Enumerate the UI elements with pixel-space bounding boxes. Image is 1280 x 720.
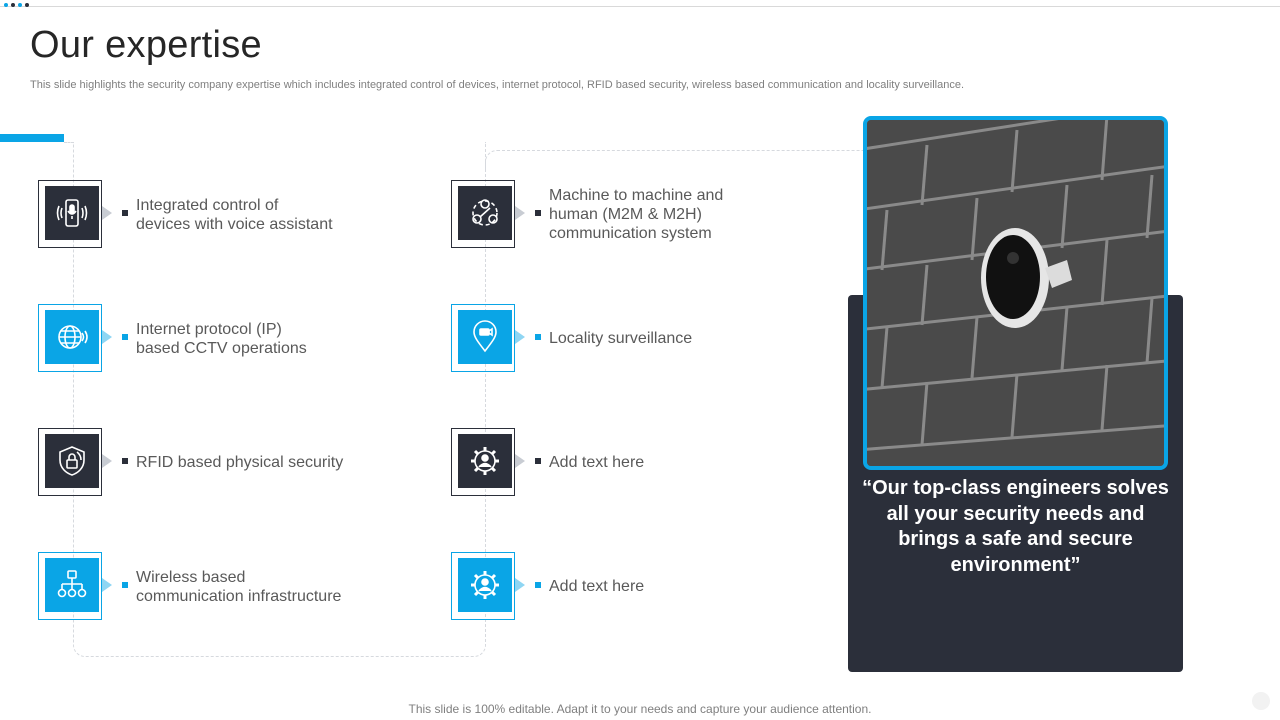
page-title: Our expertise xyxy=(30,24,262,66)
expertise-item-ip-cctv xyxy=(38,304,378,374)
slide-dots-decoration xyxy=(4,3,29,7)
expertise-item-m2m xyxy=(451,180,791,250)
globe-phone-icon xyxy=(45,310,99,364)
page-subtitle: This slide highlights the security company expertise which includes integrated control of devices, internet protocol, RFID based security, wireless based communication and locality surveillance. xyxy=(30,79,965,91)
item-label: RFID based physical security xyxy=(136,454,344,471)
location-pin-camera-icon xyxy=(458,310,512,364)
item-label: Integrated control of devices with voice assistant xyxy=(136,197,333,233)
expertise-item-voice-control xyxy=(38,180,378,250)
item-label: Add text here xyxy=(549,454,645,471)
expertise-item-add-text-2 xyxy=(451,552,791,622)
connector-top xyxy=(485,150,865,170)
gear-person-icon xyxy=(458,558,512,612)
quote-text: “Our top-class engineers solves all your security needs and brings a safe and secure environment” xyxy=(862,477,1169,576)
m2m-communication-icon xyxy=(458,186,512,240)
expertise-item-rfid xyxy=(38,428,378,498)
item-label: Machine to machine and human (M2M & M2H) communication system xyxy=(549,187,724,242)
corner-circle-decoration xyxy=(1252,692,1270,710)
item-label: Add text here xyxy=(549,578,645,595)
expertise-item-locality xyxy=(451,304,791,374)
smartphone-voice-icon xyxy=(45,186,99,240)
accent-bar xyxy=(0,134,64,142)
network-gears-icon xyxy=(45,558,99,612)
item-label: Wireless based communication infrastructure xyxy=(136,569,342,605)
security-camera-photo xyxy=(863,116,1168,470)
expertise-item-add-text-1 xyxy=(451,428,791,498)
top-divider xyxy=(0,6,1280,7)
footer-note: This slide is 100% editable. Adapt it to your needs and capture your audience attention. xyxy=(408,702,872,716)
gear-person-icon xyxy=(458,434,512,488)
item-label: Internet protocol (IP) based CCTV operations xyxy=(136,321,307,357)
shield-lock-icon xyxy=(45,434,99,488)
item-label: Locality surveillance xyxy=(549,330,693,347)
expertise-item-wireless xyxy=(38,552,378,622)
